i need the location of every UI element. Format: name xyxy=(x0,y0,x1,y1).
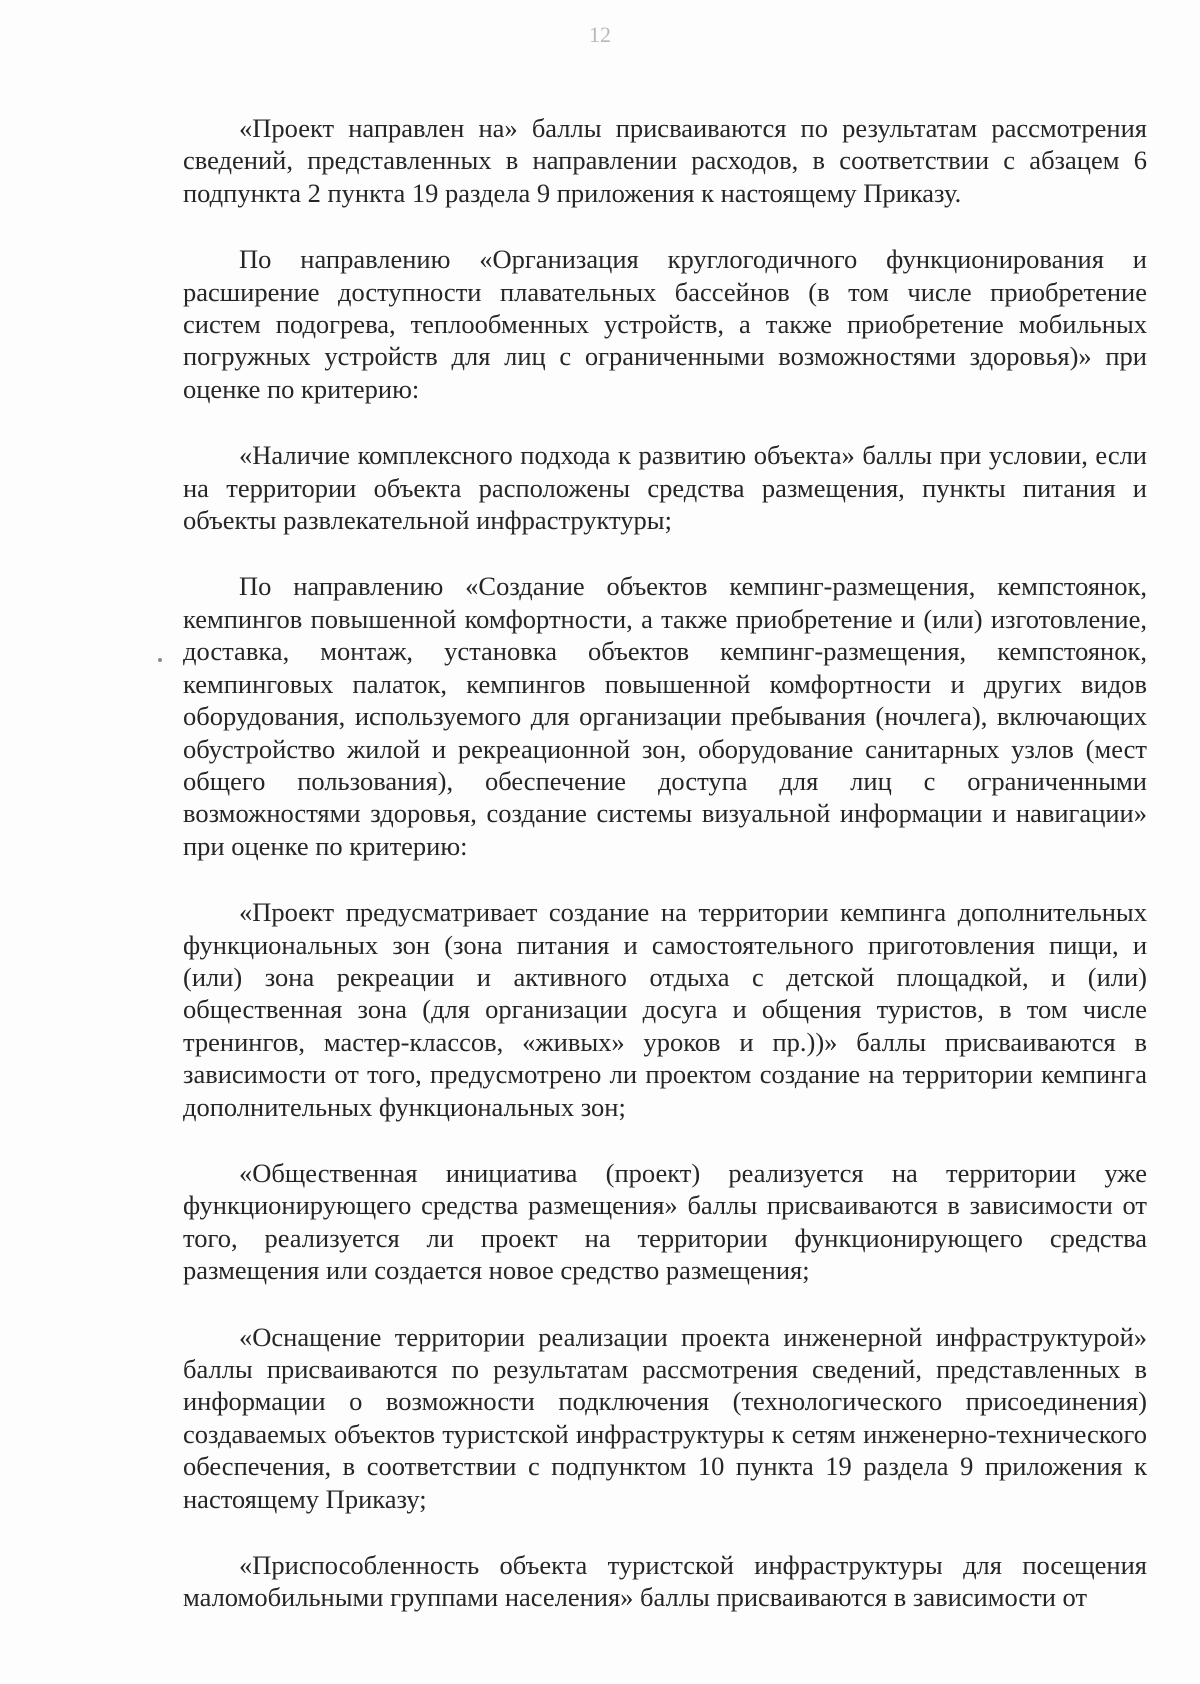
paragraph-accessibility: «Приспособленность объекта туристской инфраструктуры для посещения маломобильными группами населения» баллы присваиваются в зависимости от xyxy=(183,1550,1147,1613)
paragraph-public-initiative: «Общественная инициатива (проект) реализуется на территории уже функционирующего средства размещения» баллы присваиваются в зависимости от того, реализуется ли проект на территории функционирующего средства размещения или создается новое средство размещения; xyxy=(183,1157,1147,1286)
paragraph-complex-approach: «Наличие комплексного подхода к развитию объекта» баллы при условии, если на территории объекта расположены средства размещения, пункты питания и объекты развлекательной инфраструктуры; xyxy=(183,440,1147,536)
paragraph-project-direction: «Проект направлен на» баллы присваиваются по результатам рассмотрения сведений, представленных в направлении расходов, в соответствии с абзацем 6 подпункта 2 пункта 19 раздела 9 приложения к настоящему Приказу. xyxy=(183,113,1147,208)
paragraph-engineering-infrastructure: «Оснащение территории реализации проекта инженерной инфраструктурой» баллы присваиваются по результатам рассмотрения сведений, представленных в информации о возможности подключения (технологического присоединения) создаваемых объектов туристской инфраструктуры к сетям инженерно-технического обеспечения, в соответствии с подпунктом 10 пункта 19 раздела 9 приложения к настоящему Приказу; xyxy=(183,1321,1147,1514)
page-number: 12 xyxy=(589,22,611,47)
document-body xyxy=(183,112,1147,1648)
paragraph-pools-direction: По направлению «Организация круглогодичного функционирования и расширение доступности плавательных бассейнов (в том числе приобретение систем подогрева, теплообменных устройств, а также приобретение мобильных погружных устройств для лиц с ограниченными возможностями здоровья)» при оценке по критерию: xyxy=(183,244,1147,404)
paragraph-functional-zones: «Проект предусматривает создание на территории кемпинга дополнительных функциональных зон (зона питания и самостоятельного приготовления пищи, и (или) зона рекреации и активного отдыха с детской площадкой, и (или) общественная зона (для организации досуга и общения туристов, в том числе тренингов, мастер-классов, «живых» уроков и пр.))» баллы присваиваются в зависимости от того, предусмотрено ли проектом создание на территории кемпинга дополнительных функциональных зон; xyxy=(183,897,1147,1122)
paragraph-camping-direction: По направлению «Создание объектов кемпинг-размещения, кемпстоянок, кемпингов повышенной комфортности, а также приобретение и (или) изготовление, доставка, монтаж, установка объектов кемпинг-размещения, кемпстоянок, кемпинговых палаток, кемпингов повышенной комфортности и других видов оборудования, используемого для организации пребывания (ночлега), включающих обустройство жилой и рекреационной зон, оборудование санитарных узлов (мест общего пользования), обеспечение доступа для лиц с ограниченными возможностями здоровья, создание системы визуальной информации и навигации» при оценке по критерию: xyxy=(183,571,1147,861)
scan-speck xyxy=(158,658,162,662)
